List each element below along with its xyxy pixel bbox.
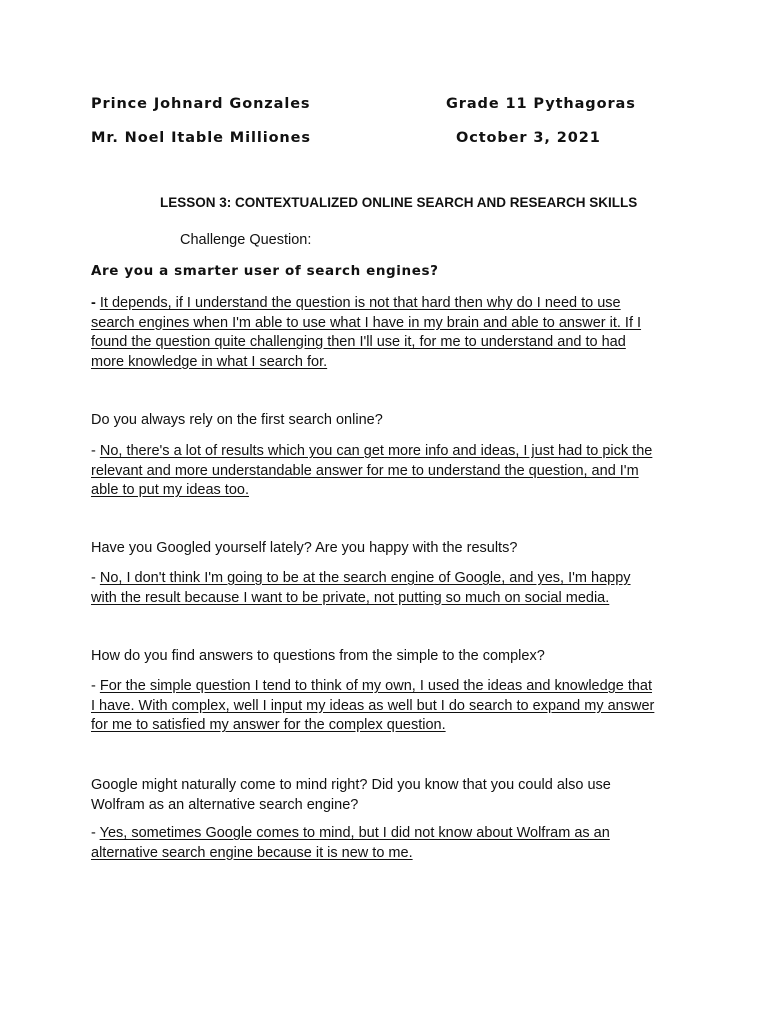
answer-5	[91, 824, 691, 863]
question-4: How do you find answers to questions from the simple to the complex?	[91, 648, 545, 664]
answer-line	[91, 589, 691, 609]
answer-line	[91, 333, 691, 353]
answer-line	[91, 677, 691, 697]
question-2: Do you always rely on the first search online?	[91, 412, 383, 428]
answer-1	[91, 294, 691, 372]
question-line: Wolfram as an alternative search engine?	[91, 797, 359, 813]
answer-line	[91, 442, 691, 462]
answer-text: For the simple question I tend to think of my own, I used the ideas and knowledge that	[99, 678, 653, 694]
document-date: October 3, 2021	[456, 130, 601, 146]
question-3: Have you Googled yourself lately? Are you happy with the results?	[91, 540, 518, 556]
student-name: Prince Johnard Gonzales	[91, 96, 311, 112]
answer-4	[91, 677, 691, 736]
answer-line	[91, 462, 691, 482]
answer-line	[91, 353, 691, 373]
answer-text: search engines when I'm able to use what I have in my brain and able to answer it. If I	[91, 314, 642, 331]
answer-text: I have. With complex, well I input my ideas as well but I do search to expand my answer	[91, 697, 655, 714]
answer-text: relevant and more understandable answer for me to understand the question, and I'm	[91, 462, 639, 479]
challenge-label: Challenge Question:	[180, 232, 312, 248]
answer-text: No, there's a lot of results which you can get more info and ideas, I just had to pick the	[99, 443, 653, 459]
answer-line	[91, 716, 691, 736]
answer-3	[91, 569, 691, 608]
answer-line	[91, 824, 691, 844]
answer-text: more knowledge in what I search for.	[91, 353, 328, 370]
answer-line	[91, 569, 691, 589]
answer-dash: -	[91, 825, 96, 841]
teacher-name: Mr. Noel Itable Milliones	[91, 130, 311, 146]
answer-line	[91, 294, 691, 314]
answer-text: for me to satisfied my answer for the complex question.	[91, 717, 446, 734]
answer-dash: -	[91, 443, 96, 459]
answer-line	[91, 481, 691, 501]
question-line: Google might naturally come to mind right? Did you know that you could also use	[91, 777, 611, 793]
answer-text: alternative search engine because it is new to me.	[91, 844, 413, 861]
answer-dash: -	[91, 678, 96, 694]
answer-line	[91, 697, 691, 717]
answer-text: with the result because I want to be private, not putting so much on social media.	[91, 589, 610, 606]
answer-text: No, I don't think I'm going to be at the search engine of Google, and yes, I'm happy	[99, 570, 631, 586]
answer-dash: -	[91, 295, 96, 311]
answer-text: found the question quite challenging then I'll use it, for me to understand and to had	[91, 334, 626, 351]
question-1: Are you a smarter user of search engines?	[91, 263, 439, 279]
answer-text: Yes, sometimes Google comes to mind, but I did not know about Wolfram as an	[99, 825, 610, 841]
lesson-title: LESSON 3: CONTEXTUALIZED ONLINE SEARCH AND RESEARCH SKILLS	[160, 195, 638, 210]
answer-text: able to put my ideas too.	[91, 482, 249, 499]
answer-line	[91, 314, 691, 334]
answer-line	[91, 844, 691, 864]
answer-2	[91, 442, 691, 501]
question-5	[91, 775, 611, 815]
answer-text: It depends, if I understand the question is not that hard then why do I need to use	[99, 295, 621, 311]
grade-section: Grade 11 Pythagoras	[446, 96, 636, 112]
answer-dash: -	[91, 570, 96, 586]
